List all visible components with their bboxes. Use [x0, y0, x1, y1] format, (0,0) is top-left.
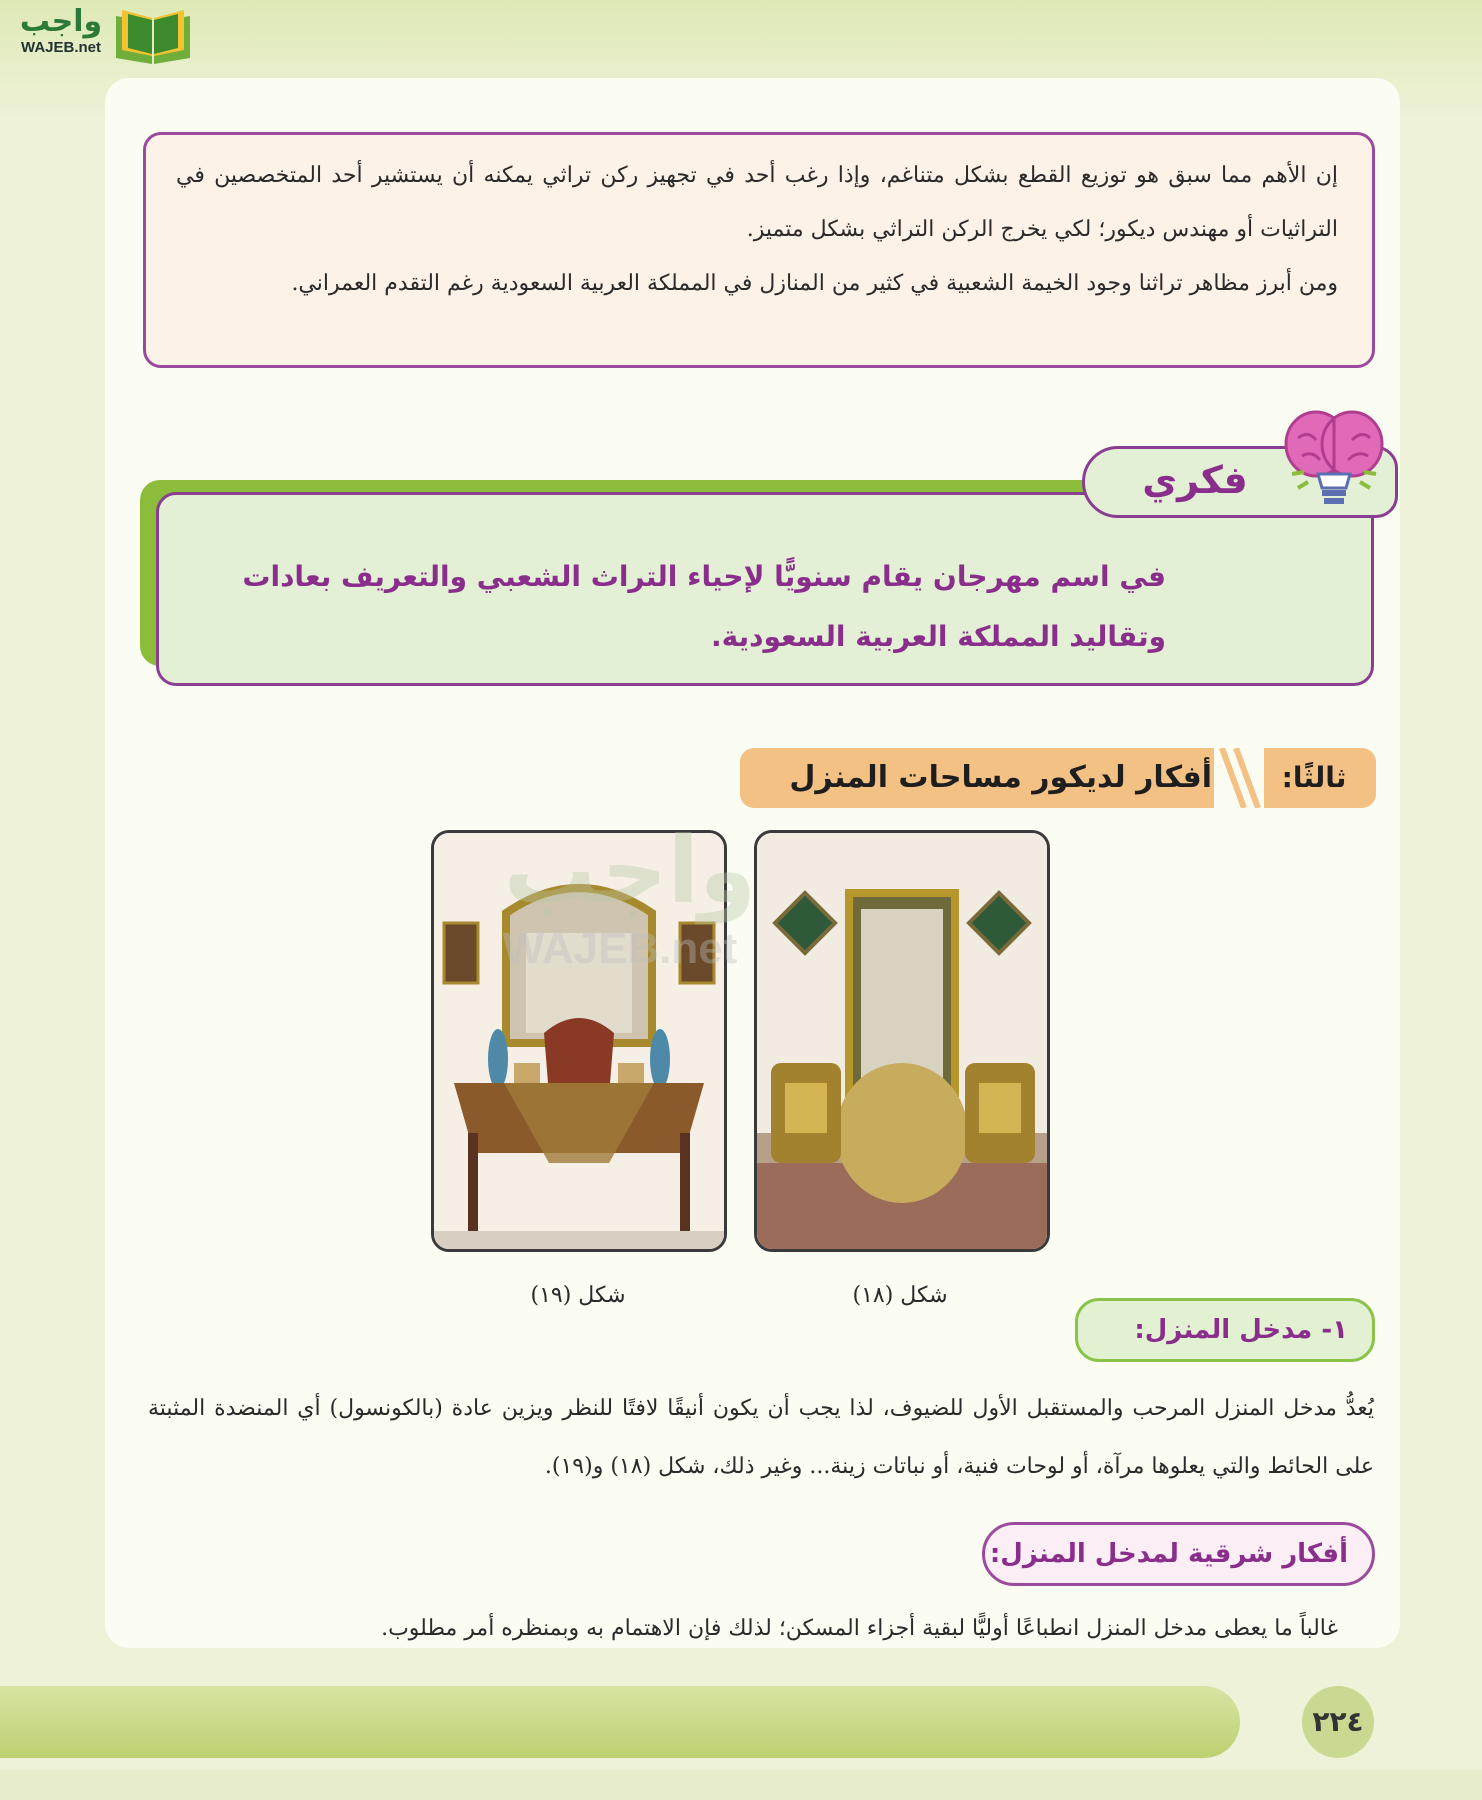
bottom-strip — [0, 1770, 1482, 1800]
intro-text-box — [143, 132, 1375, 368]
watermark-latin: WAJEB.net — [502, 924, 738, 973]
watermark-arabic: واجب — [503, 817, 757, 924]
figure-19-caption: شكل (١٩) — [530, 1283, 626, 1308]
brain-lightbulb-icon — [1278, 404, 1390, 516]
book-icon — [112, 6, 194, 66]
entrance-paragraph: يُعدُّ مدخل المنزل المرحب والمستقبل الأول للضيوف، لذا يجب أن يكون أنيقًا لافتًا للنظر ويزين عادة (بالكونسول) أي المنضدة المثبتة على الحائط والتي يعلوها مرآة، أو لوحات فنية، أو نباتات زينة... وغير ذلك، شكل (١٨) و(١٩). — [148, 1396, 1374, 1479]
think-tab-label: فكري — [1142, 458, 1248, 502]
intro-paragraph-1: إن الأهم مما سبق هو توزيع القطع بشكل متناغم، وإذا رغب أحد في تجهيز ركن تراثي يمكنه أن يستشير أحد المتخصصين في التراثيات أو مهندس ديكور؛ لكي يخرج الركن التراثي بشكل متميز. — [176, 163, 1338, 242]
subsection-heading-eastern-ideas: أفكار شرقية لمدخل المنزل: — [982, 1522, 1375, 1586]
section-separator — [1214, 748, 1264, 808]
figure-18-caption: شكل (١٨) — [852, 1283, 948, 1308]
watermark — [500, 816, 1000, 986]
subsection-heading-entrance: ١- مدخل المنزل: — [1075, 1298, 1375, 1362]
section-title: أفكار لديكور مساحات المنزل — [789, 760, 1212, 795]
footer-bar — [0, 1686, 1240, 1758]
intro-paragraph-2: ومن أبرز مظاهر تراثنا وجود الخيمة الشعبية في كثير من المنازل في المملكة العربية السعودية رغم التقدم العمراني. — [291, 271, 1338, 296]
logo-text — [12, 4, 110, 56]
think-box — [156, 492, 1374, 686]
logo-arabic: واجب — [19, 4, 103, 39]
section-number: ثالثًا: — [1281, 761, 1347, 794]
think-question: في اسم مهرجان يقام سنويًّا لإحياء التراث الشعبي والتعريف بعادات وتقاليد المملكة العربية السعودية. — [242, 560, 1166, 653]
wajeb-logo[interactable] — [8, 4, 193, 68]
logo-latin: WAJEB.net — [20, 39, 101, 56]
page-number: ٢٢٤ — [1302, 1686, 1374, 1758]
eastern-ideas-paragraph: غالباً ما يعطى مدخل المنزل انطباعًا أوليًّا لبقية أجزاء المسكن؛ لذلك فإن الاهتمام به وبمنظره أمر مطلوب. — [381, 1616, 1338, 1641]
